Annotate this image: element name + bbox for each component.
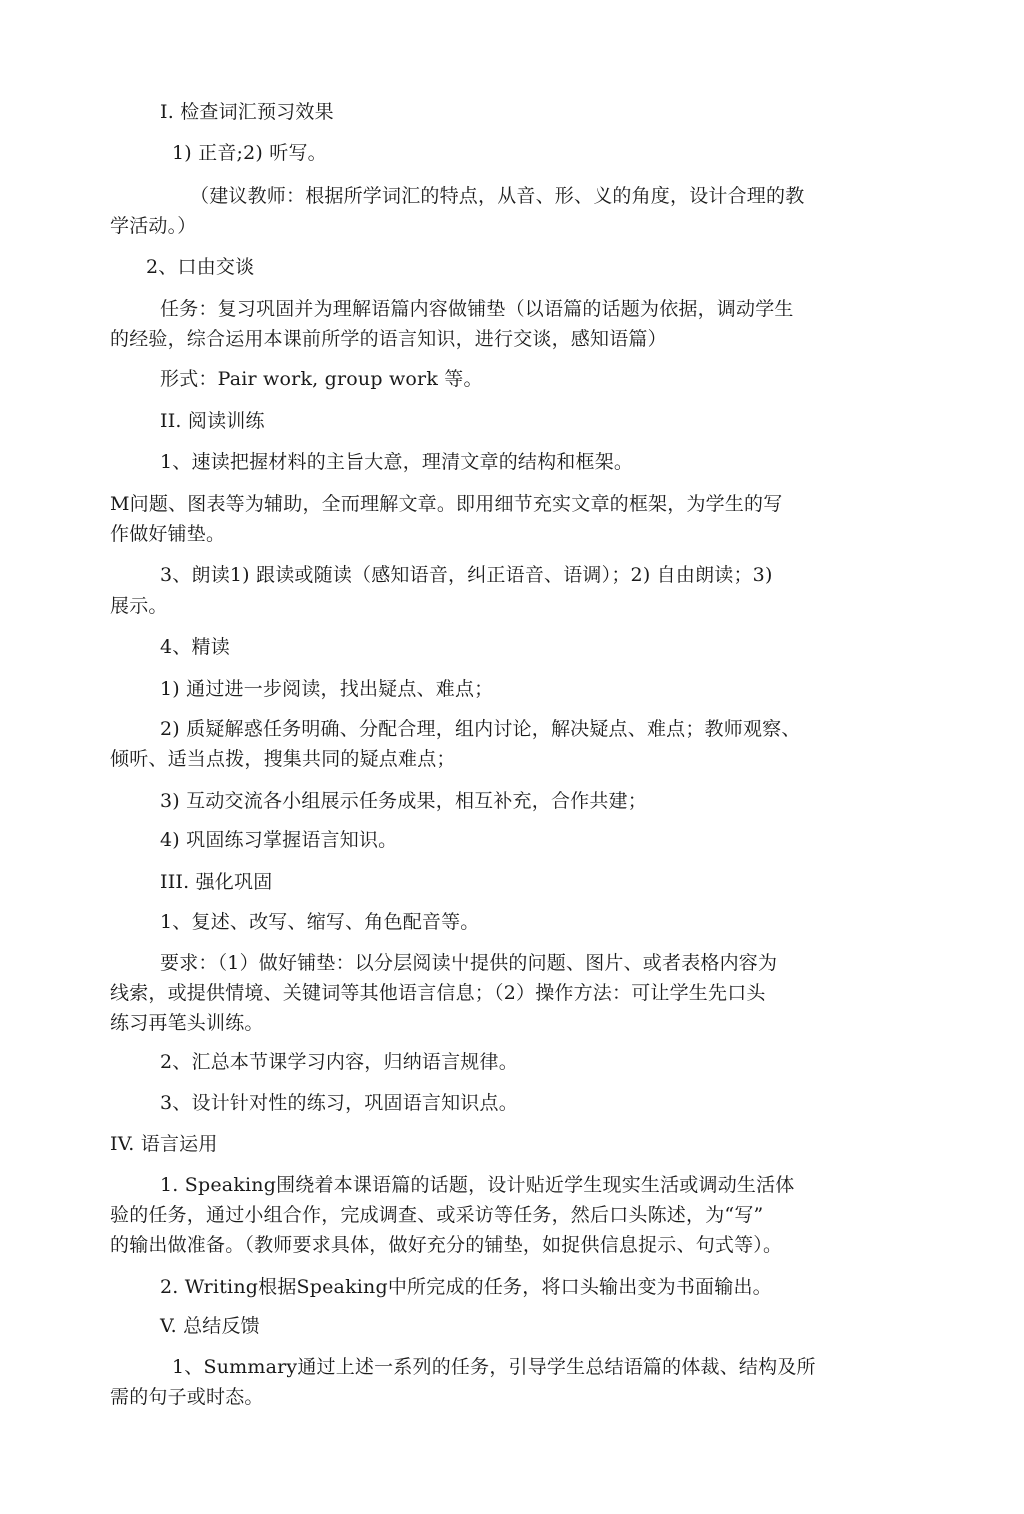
paragraph-line: 1. Speaking围绕着本课语篇的话题，设计贴近学生现实生活或调动生活体 (160, 1174, 795, 1196)
section-heading-1: I. 检查词汇预习效果 (160, 101, 334, 123)
paragraph-line: 4) 巩固练习掌握语言知识。 (160, 829, 398, 851)
paragraph-line: 线索，或提供情境、关键词等其他语言信息；（2）操作方法：可让学生先口头 (110, 982, 766, 1004)
paragraph-line: 3、朗读1) 跟读或随读（感知语音，纠正语音、语调）；2) 自由朗读；3) (160, 564, 773, 586)
paragraph-line: 形式：Pair work, group work 等。 (160, 368, 483, 390)
paragraph-line: M问题、图表等为辅助，全而理解文章。即用细节充实文章的框架，为学生的写 (110, 493, 783, 515)
paragraph-line: 1) 通过进一步阅读，找出疑点、难点； (160, 678, 494, 700)
paragraph-line: 的输出做准备。（教师要求具体，做好充分的铺垫，如捉供信息捉示、句式等）。 (110, 1234, 783, 1256)
paragraph-line: 1、复述、改写、缩写、角色配音等。 (160, 911, 480, 933)
paragraph-line: 学活动。） (110, 215, 197, 237)
paragraph-line: 4、精读 (160, 636, 230, 658)
paragraph-line: 倾听、适当点拨，搜集共同的疑点难点； (110, 748, 456, 770)
paragraph-line: 需的句子或时态。 (110, 1386, 264, 1408)
paragraph-line: 作做好铺垫。 (110, 523, 226, 545)
paragraph-line: 要求：（1）做好铺垫：以分层阅读屮提供的问题、图片、或者表格内容为 (160, 952, 778, 974)
paragraph-line: 2、口由交谈 (146, 256, 255, 278)
paragraph-line: 展示。 (110, 595, 168, 617)
paragraph-line: 3、设计针对性的练习，巩固语言知识点。 (160, 1092, 518, 1114)
paragraph-line: 练习再笔头训练。 (110, 1012, 264, 1034)
paragraph-line: 1) 正音;2) 听写。 (172, 142, 327, 164)
paragraph-line: （建议教师：根据所学词汇的特点，从音、形、义的角度，设计合理的教 (190, 185, 805, 207)
section-heading-3: III. 强化巩固 (160, 871, 273, 893)
paragraph-line: 3) 互动交流各小组展示任务成果，相互补充，合作共建； (160, 790, 647, 812)
paragraph-line: 1、Summary通过上述一系列的任务，引导学生总结语篇的体裁、结构及所 (172, 1356, 816, 1378)
paragraph-line: 2) 质疑解惑任务明确、分配合理，组内讨论，解决疑点、难点；教师观察、 (160, 718, 801, 740)
paragraph-line: 1、速读把握材料的主旨大意，理清文章的结构和框架。 (160, 451, 634, 473)
paragraph-line: 2. Writing根据Speaking中所完成的任务，将口头输出变为书面输出。 (160, 1276, 772, 1298)
paragraph-line: 任务：复习巩固并为理解语篇内容做铺垫（以语篇的话题为依据，调动学生 (160, 298, 794, 320)
paragraph-line: 的经验，综合运用本课前所学的语言知识，进行交谈，感知语篇） (110, 328, 667, 350)
section-heading-4: IV. 语言运用 (110, 1133, 218, 1155)
paragraph-line: 2、汇总本节课学习内容，归纳语言规律。 (160, 1051, 518, 1073)
section-heading-5: V. 总结反馈 (160, 1315, 260, 1337)
paragraph-line: 验的任务，通过小组合作，完成调查、或采访等任务，然后口头陈述，为“写” (110, 1204, 764, 1226)
section-heading-2: II. 阅读训练 (160, 410, 265, 432)
